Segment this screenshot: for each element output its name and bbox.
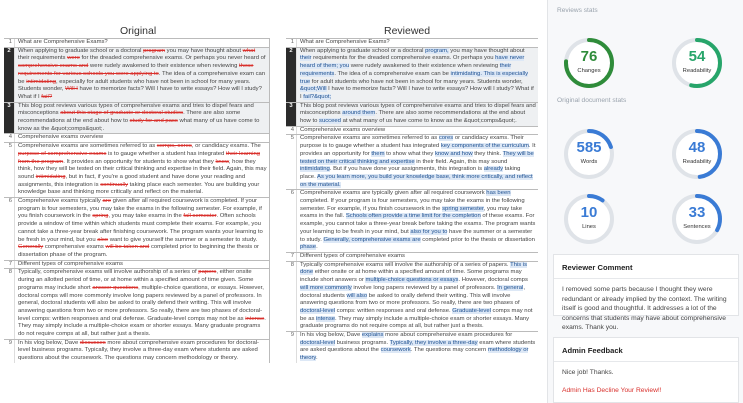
inserted-text: has been <box>486 190 511 197</box>
inserted-text: will more commonly <box>300 284 352 291</box>
line-number: 4 <box>290 126 294 133</box>
original-line <box>4 269 270 338</box>
deleted-text: program <box>143 47 166 54</box>
line-text: When applying to graduate school or a doctoral program, you may have thought about their requirements for the dreaded comprehensive exams. Or perhaps you have never heard of them; you were rudely awakened to their existence when reviewing their requirements. The idea of a comprehensive exam can be intimidating. This is especially true for adult students who have not been in school for many years. Students wonder, &quot;Will I have to memorize facts? Will I have to write essays? How will I study? What if I fail?&quot; <box>296 48 538 102</box>
reviewed-line <box>286 332 538 363</box>
deleted-text: about this stage of graduate or doctoral studies <box>60 110 184 117</box>
deleted-text: are <box>102 198 111 205</box>
changes-value: 76 <box>580 48 598 65</box>
deleted-text: Will I <box>65 86 78 93</box>
reviewed-column-title: Reviewed <box>384 25 431 37</box>
deleted-text: discusses <box>79 339 106 346</box>
line-number: 6 <box>290 190 294 197</box>
deleted-text: fail? <box>41 93 53 100</box>
deleted-text: comps, cores <box>156 143 192 150</box>
deleted-text: intimidating <box>35 173 66 180</box>
inserted-text: As you learn more, you build your knowledge base, think more critically, and reflect on the material. <box>300 173 533 188</box>
reviewed-line <box>286 253 538 261</box>
original-line <box>4 134 270 142</box>
reviewer-comment-title: Reviewer Comment <box>554 255 738 279</box>
inserted-text: them <box>371 150 385 157</box>
reviewed-line <box>286 103 538 126</box>
line-number: 9 <box>8 339 12 346</box>
deleted-text: were <box>67 55 80 62</box>
deleted-text: study for and pass <box>129 118 178 125</box>
line-text: What are Comprehensive Exams? <box>296 39 538 47</box>
reviewer-comment-card <box>553 254 739 332</box>
deleted-text: intense <box>245 315 265 322</box>
line-number: 1 <box>8 39 12 45</box>
deleted-text: papers <box>198 269 217 276</box>
admin-feedback-status: Admin Has Decline Your Review!! <box>562 386 662 394</box>
inserted-text: already <box>483 166 504 173</box>
original-line <box>4 39 270 47</box>
line-number: 3 <box>4 103 14 134</box>
line-text: In his vlog below, Dave explains more about comprehensive exam procedures for doctoral-level business programs. Typically, they involve a three-day exam where students are asked questions about the coursework. The questions may concern methodology or theory. <box>296 332 538 363</box>
inserted-text: succeed <box>319 118 341 125</box>
line-number: 7 <box>8 260 12 267</box>
admin-feedback-body: Nice job! Thanks. <box>562 369 614 376</box>
admin-feedback-title: Admin Feedback <box>554 338 738 362</box>
line-text: Different types of comprehensive exams <box>14 261 269 269</box>
line-number: 1 <box>290 39 294 45</box>
original-line <box>4 340 270 363</box>
inserted-text: intimidating. This is especially true <box>300 70 529 85</box>
reviewed-line <box>286 48 538 102</box>
original-column-title: Original <box>120 25 157 37</box>
reviewer-comment-body: I removed some parts because I thought they were redundant or already implied by the context. The writing itself is good and thoughtful. It addresses a lot of the concerns that students may have about comprehensive exams. Thank you. <box>562 286 727 332</box>
line-text: Comprehensive exams are typically given after all required coursework has been completed. If your program is four semesters, you may take the exams in the following semester. For example, if you finish coursework in the spring semester, you may take exams in the fall. Schools often provide a time limit for the completion of these exams. For example, you cannot take a three-year break before taking the exams. The program wants your learning to be fresh in your mind, but also for you to have the summer or a semester to study. Generally, comprehensive exams are completed prior to the thesis or dissertation phase. <box>296 190 538 252</box>
inserted-text: also for you to <box>410 228 448 235</box>
line-text: When applying to graduate school or a doctoral program you may have thought about what their requirements were for the dreaded comprehensive exams. Or perhaps you never heard of comprehensive exams and were rudely awakened to their existence when reviewing these requirements for various schools you were applying to. The idea of a comprehensive exam can be intimidating, especially for adult students who have not been in school for many years. Students wonder, Will I have to memorize facts? Will I have to write essays? How will I study? What if I fail? <box>14 48 269 102</box>
inserted-text: doctoral-level <box>300 339 336 346</box>
deleted-text: fall semester <box>183 213 217 220</box>
readability-original-value: 48 <box>688 139 706 156</box>
line-text: Comprehensive exams are sometimes referred to as comps, cores, or candidacy exams. The purpose of comprehensive exams is to gauge whether a student has integrated their learning from the program. It provides an opportunity for students to show what they know, how they think, how they will be tested on their critical thinking and expertise in their field. Again, this may sound intimidating, but in fact, if you're a good student and have done your reading and assignments, this integration is continually taking place each semester. You are building your knowledge base and thinking more critically and reflect on the material. <box>14 143 269 197</box>
readability-reviewed-value: 54 <box>688 48 706 65</box>
deleted-text: know <box>215 158 229 165</box>
inserted-text: coursework <box>380 347 411 354</box>
inserted-text: know and how <box>434 150 473 157</box>
original-stats-label: Original document stats <box>557 97 627 104</box>
deleted-text: comprehensive exams and <box>18 63 89 70</box>
original-line <box>4 48 270 102</box>
inserted-text: will also <box>346 292 368 299</box>
line-number: 8 <box>290 261 294 268</box>
deleted-text: their learning from the program <box>18 150 260 165</box>
line-text: Comprehensive exams overview <box>14 134 269 142</box>
changes-gauge <box>563 37 615 89</box>
changes-label: Changes <box>577 68 601 74</box>
inserted-text: program, <box>425 47 449 54</box>
original-line <box>4 261 270 269</box>
inserted-text: spring semester <box>442 205 484 212</box>
line-text: Comprehensive exams are sometimes referred to as cores or candidacy exams. Their purpose is to gauge whether a student has integrated key components of the curriculum. It provides an opportunity for them to show what they know and how they think. They will be tested on their critical thinking and expertise in their field. Again, this may sound intimidating. But if you have done your assignments, this integration is already taking place. As you learn more, you build your knowledge base, think more critically, and reflect on the material. <box>296 135 538 189</box>
inserted-text: have never heard of them; you <box>300 55 525 70</box>
reviewed-line <box>286 127 538 135</box>
original-line <box>4 198 270 260</box>
reviewed-text-pane[interactable] <box>286 38 538 403</box>
words-label: Words <box>580 159 598 165</box>
deleted-text: these requirements for various schools you were applying to <box>18 63 254 77</box>
line-number: 2 <box>286 48 296 102</box>
line-number: 9 <box>290 332 294 339</box>
line-text: What are Comprehensive Exams? <box>14 39 269 47</box>
line-text: Comprehensive exams overview <box>296 127 538 135</box>
line-number: 5 <box>8 143 12 150</box>
inserted-text: They will be tested on their critical thinking and expertise <box>300 150 534 165</box>
line-number: 3 <box>286 103 296 126</box>
deleted-text: answer questions <box>92 284 139 291</box>
line-text: Typically comprehensive exams will involve the authorship of a series of papers. This is done either onsite or at home within a specified amount of time. Some programs may include short answers or multiple-choice questions or essays. However, doctoral comps will more commonly involve long papers reviewed by a panel of professors. In general, doctoral students will also be asked to orally defend their writing. This will involve answering questions from two or more professors. So really, there are two phases of doctoral-level comps: written responses and oral defense. Graduate-level comps may not be as intense. They may simply include a multiple-choice exam or shorter essays. Many graduate programs do not require comps at all, but rather just a thesis. <box>296 262 538 331</box>
inserted-text: key components of the curriculum <box>440 143 529 150</box>
line-number: 6 <box>8 198 12 205</box>
words-value: 585 <box>576 139 602 156</box>
reviewed-line <box>286 190 538 252</box>
line-number: 8 <box>8 269 12 276</box>
inserted-text: fail?&quot; <box>303 93 332 100</box>
inserted-text: intense <box>316 315 336 322</box>
line-number: 4 <box>8 134 12 141</box>
line-text: In his vlog below, Dave discusses more about comprehensive exam procedures for doctoral-level business programs. Typically, they involve a three-day exam where students are asked questions about the coursework. The questions may concern methodology or theory. <box>14 340 269 363</box>
line-number: 5 <box>290 135 294 142</box>
inserted-text: Schools often provide a time limit for the completion <box>345 213 481 220</box>
deleted-text: will be taken and <box>105 244 150 251</box>
original-text-pane[interactable] <box>4 38 270 403</box>
words-gauge <box>563 128 615 180</box>
reviewed-line <box>286 39 538 47</box>
line-text: Different types of comprehensive exams <box>296 253 538 261</box>
admin-feedback-card <box>553 337 739 403</box>
line-text: This blog post reviews various types of comprehensive exams and tries to dispel fears and misconceptions about this stage of graduate or doctoral studies. There are also some recommendations at the end about how to study for and pass what many of us have come to know as the &quot;comps&quot;. <box>14 103 269 134</box>
deleted-text: what <box>242 47 256 54</box>
inserted-text: Typically, they involve a three-day <box>389 339 478 346</box>
reviews-stats-label: Reviews stats <box>557 7 598 14</box>
inserted-text: &quot;Will <box>300 86 327 93</box>
deleted-text: also <box>97 236 109 243</box>
lines-value: 10 <box>580 204 598 221</box>
reviewed-line <box>286 135 538 189</box>
inserted-text: Generally, comprehensive exams are <box>323 236 421 243</box>
line-number: 2 <box>4 48 14 102</box>
inserted-text: This is done <box>300 261 528 276</box>
deleted-text: continually <box>100 181 129 188</box>
inserted-text: doctoral-level <box>300 307 336 314</box>
sentences-value: 33 <box>688 204 706 221</box>
deleted-text: spring <box>92 213 109 220</box>
deleted-text: intimidating <box>26 78 56 85</box>
deleted-text: purpose of comprehensive exams <box>18 150 107 157</box>
readability-reviewed-label: Readability <box>682 68 712 74</box>
inserted-text: methodology or theory <box>300 347 529 362</box>
inserted-text: around them <box>342 110 376 117</box>
readability-original-label: Readability <box>682 159 712 165</box>
line-text: This blog post reviews various types of comprehensive exams and tries to dispel fears and misconceptions around them. There are also some recommendations at the end about how to succeed at what many of us have come to know as the &quot;comps&quot;. <box>296 103 538 126</box>
sentences-gauge <box>671 193 723 245</box>
inserted-text: intimidating <box>300 166 330 173</box>
lines-gauge <box>563 193 615 245</box>
readability-reviewed-gauge <box>671 37 723 89</box>
sentences-label: Sentences <box>683 224 711 230</box>
inserted-text: In general <box>497 284 524 291</box>
readability-original-gauge <box>671 128 723 180</box>
inserted-text: explains <box>361 332 384 339</box>
lines-label: Lines <box>582 224 596 230</box>
original-line <box>4 103 270 134</box>
line-number: 7 <box>290 252 294 259</box>
original-line <box>4 143 270 197</box>
deleted-text: Generally <box>18 244 44 251</box>
inserted-text: their <box>300 55 312 62</box>
inserted-text: phase <box>300 244 317 251</box>
reviewed-line <box>286 262 538 331</box>
inserted-text: multiple-choice questions or essays <box>365 277 459 284</box>
line-text: Typically, comprehensive exams will involve authorship of a series of papers, either onsite during an allotted period of time, or at home within a specified amount of time given. Some programs may include short answer questions, multiple-choice questions, or essays. However, doctoral comps will more commonly involve long papers reviewed by a panel of professors. In general, doctoral students will also be asked to orally defend their writing. This will involve answering questions from two or more professors. So really, there are two phases of doctoral-level comps: written responses and oral defense. Graduate-level comps may not be as intense. They may simply include a multiple-choice exam or shorter essays. Many graduate programs do not require comps at all, but rather just a thesis. <box>14 269 269 338</box>
inserted-text: their requirements <box>300 63 512 77</box>
inserted-text: Graduate-level <box>452 307 491 314</box>
line-text: Comprehensive exams typically are given after all required coursework is completed. If your program is four semesters, you may take the exams in the following semester. For example, if you finish coursework in the spring, you may take exams in the fall semester. Often schools provide a window of time within which students must complete their exams. For example, you cannot take a three-year break after finishing coursework. The program wants your learning to be fresh in your mind, but you also want to give yourself the summer or a semester to study. Generally comprehensive exams will be taken and completed prior to beginning the thesis or dissertation phase of the program. <box>14 198 269 260</box>
inserted-text: cores <box>438 135 454 142</box>
